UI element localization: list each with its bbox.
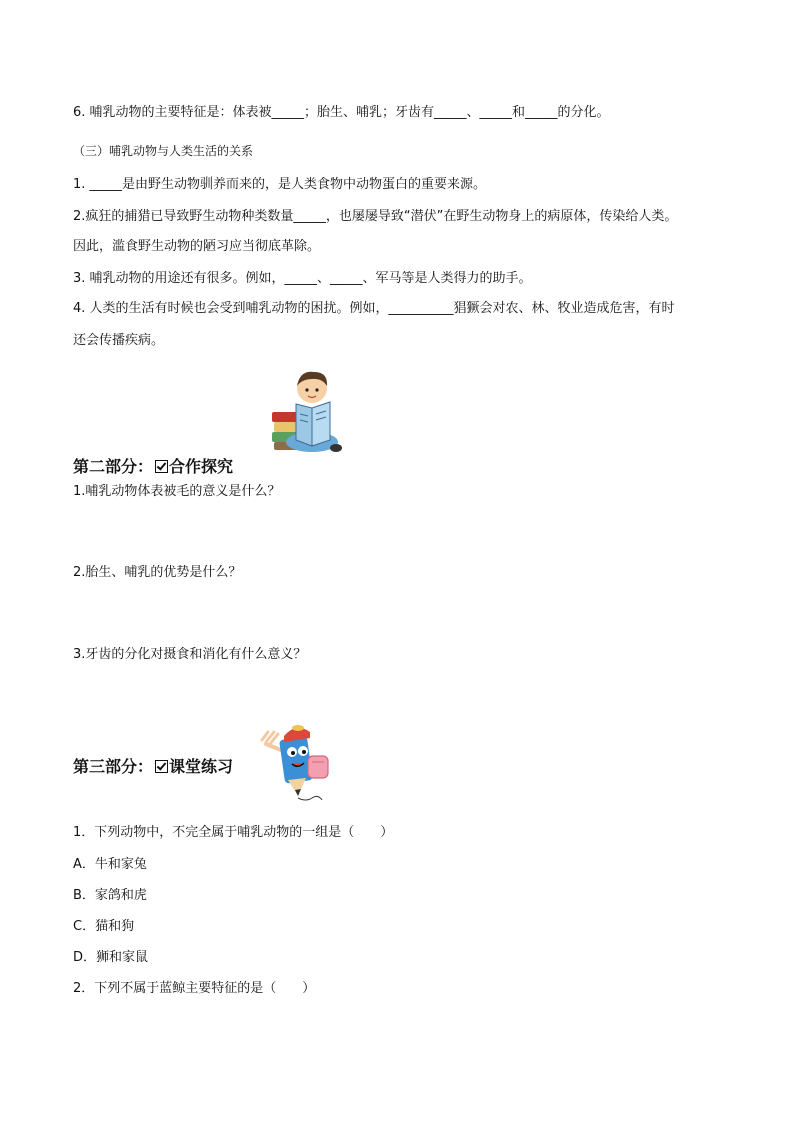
part2-heading-text: 合作探究 — [169, 457, 234, 476]
part2-heading-prefix: 第二部分： — [73, 457, 154, 476]
part2-heading — [73, 457, 233, 477]
option-d: D．狮和家鼠 — [73, 950, 149, 965]
option-b: B．家鸽和虎 — [73, 888, 147, 903]
exercise-question-2: 2．下列不属于蓝鲸主要特征的是（ ） — [73, 981, 316, 996]
option-a: A．牛和家兔 — [73, 857, 147, 872]
relation-item-4: 4. 人类的生活有时候也会受到哺乳动物的困扰。例如，__________猖獗会对农、林、牧业造成危害，有时 — [73, 301, 675, 316]
checkbox-icon — [155, 460, 168, 473]
relation-item-2: 2.疯狂的捕猎已导致野生动物种类数量_____，也屡屡导致“潜伏”在野生动物身上的病原体，传染给人类。 — [73, 209, 678, 224]
pencil-mascot-illustration — [258, 722, 342, 806]
question-6: 6. 哺乳动物的主要特征是：体表被_____；胎生、哺乳；牙齿有_____、_____和_____的分化。 — [73, 105, 610, 120]
part3-heading-prefix: 第三部分： — [73, 757, 154, 776]
subsection-heading: （三）哺乳动物与人类生活的关系 — [73, 144, 254, 158]
part3-heading-text: 课堂练习 — [169, 757, 234, 776]
exercise-question-1: 1．下列动物中，不完全属于哺乳动物的一组是（ ） — [73, 825, 394, 840]
inquiry-question-3: 3.牙齿的分化对摄食和消化有什么意义？ — [73, 647, 307, 662]
relation-item-1: 1. _____是由野生动物驯养而来的，是人类食物中动物蛋白的重要来源。 — [73, 177, 487, 192]
reading-child-illustration — [270, 368, 346, 456]
relation-item-2-cont: 因此，滥食野生动物的陋习应当彻底革除。 — [73, 239, 321, 254]
inquiry-question-1: 1.哺乳动物体表被毛的意义是什么？ — [73, 484, 281, 499]
option-c: C．猫和狗 — [73, 919, 135, 934]
relation-item-3: 3. 哺乳动物的用途还有很多。例如，_____、_____、军马等是人类得力的助手。 — [73, 271, 532, 286]
relation-item-4-cont: 还会传播疾病。 — [73, 333, 165, 348]
part3-heading — [73, 757, 233, 777]
inquiry-question-2: 2.胎生、哺乳的优势是什么？ — [73, 565, 242, 580]
checkbox-icon — [155, 760, 168, 773]
